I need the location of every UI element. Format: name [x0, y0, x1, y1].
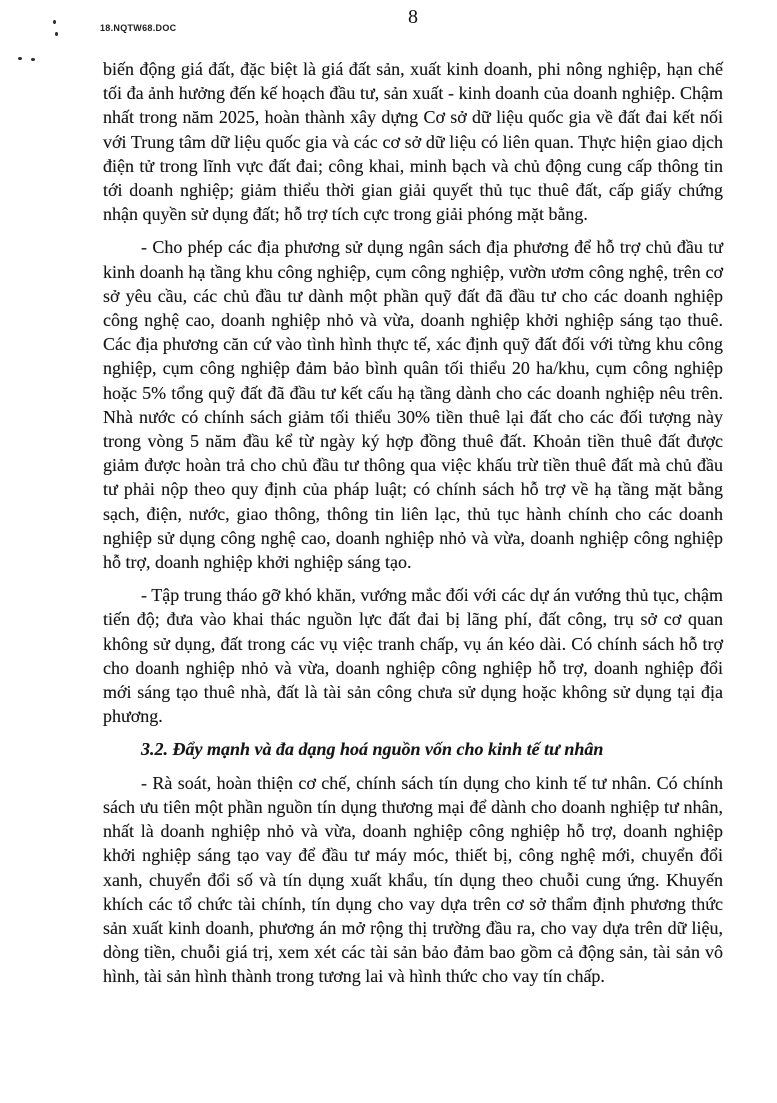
paragraph: - Cho phép các địa phương sử dụng ngân sách địa phương để hỗ trợ chủ đầu tư kinh doanh hạ tầng khu công nghiệp, cụm công nghiệp, vườn ươm công nghệ, trên cơ sở yêu cầu, các chủ đầu tư dành một phần quỹ đất đã đầu tư cho các doanh nghiệp công nghệ cao, doanh nghiệp nhỏ và vừa, doanh nghiệp khởi nghiệp sáng tạo thuê. Các địa phương căn cứ vào tình hình thực tế, xác định quỹ đất đối với từng khu công nghiệp, cụm công nghiệp đảm bảo bình quân tối thiểu 20 ha/khu, cụm công nghiệp hoặc 5% tổng quỹ đất đã đầu tư kết cấu hạ tầng dành cho các doanh nghiệp nêu trên. Nhà nước có chính sách giảm tối thiểu 30% tiền thuê lại đất cho các đối tượng này trong vòng 5 năm đầu kể từ ngày ký hợp đồng thuê đất. Khoản tiền thuê đất được giảm được hoàn trả cho chủ đầu tư thông qua việc khấu trừ tiền thuê đất mà chủ đầu tư phải nộp theo quy định của pháp luật; có chính sách hỗ trợ về hạ tầng mặt bằng sạch, điện, nước, giao thông, thông tin liên lạc, thủ tục hành chính cho các doanh nghiệp sử dụng công nghệ cao, doanh nghiệp nhỏ và vừa, doanh nghiệp công nghiệp hỗ trợ, doanh nghiệp khởi nghiệp sáng tạo. — [103, 237, 723, 573]
document-filename: 18.NQTW68.DOC — [100, 23, 177, 33]
paragraph: - Tập trung tháo gỡ khó khăn, vướng mắc đối với các dự án vướng thủ tục, chậm tiến độ; đưa vào khai thác nguồn lực đất đai bị lãng phí, đất công, trụ sở cơ quan không sử dụng, đất trong các vụ việc tranh chấp, vụ án kéo dài. Có chính sách hỗ trợ cho doanh nghiệp nhỏ và vừa, doanh nghiệp công nghiệp hỗ trợ, doanh nghiệp đổi mới sáng tạo thuê nhà, đất là tài sản công chưa sử dụng hoặc không sử dụng tại địa phương. — [103, 585, 723, 727]
scan-artifact-dot — [18, 57, 22, 60]
section-heading: 3.2. Đẩy mạnh và đa dạng hoá nguồn vốn cho kinh tế tư nhân — [141, 739, 604, 760]
paragraph: biến động giá đất, đặc biệt là giá đất sản, xuất kinh doanh, phi nông nghiệp, hạn chế tối đa ảnh hưởng đến kế hoạch đầu tư, sản xuất - kinh doanh của doanh nghiệp. Chậm nhất trong năm 2025, hoàn thành xây dựng Cơ sở dữ liệu quốc gia về đất đai kết nối với Trung tâm dữ liệu quốc gia và các cơ sở dữ liệu có liên quan. Thực hiện giao dịch điện tử trong lĩnh vực đất đai; công khai, minh bạch và chủ động cung cấp thông tin tới doanh nghiệp; giảm thiểu thời gian giải quyết thủ tục thuê đất, cấp giấy chứng nhận quyền sử dụng đất; hỗ trợ tích cực trong giải phóng mặt bằng. — [103, 59, 723, 225]
paragraph: - Rà soát, hoàn thiện cơ chế, chính sách tín dụng cho kinh tế tư nhân. Có chính sách ưu tiên một phần nguồn tín dụng thương mại để dành cho doanh nghiệp tư nhân, nhất là doanh nghiệp nhỏ và vừa, doanh nghiệp công nghiệp hỗ trợ, doanh nghiệp khởi nghiệp sáng tạo vay để đầu tư máy móc, thiết bị, công nghệ mới, chuyển đổi xanh, chuyển đổi số và tín dụng xuất khẩu, tín dụng theo chuỗi cung ứng. Khuyến khích các tổ chức tài chính, tín dụng cho vay dựa trên cơ sở thẩm định phương thức sản xuất kinh doanh, phương án mở rộng thị trường đầu ra, cho vay dựa trên dữ liệu, dòng tiền, chuỗi giá trị, xem xét các tài sản bảo đảm bao gồm cả động sản, tài sản vô hình, tài sản hình thành trong tương lai và hình thức cho vay tín chấp. — [103, 772, 723, 987]
page-number: 8 — [408, 6, 418, 28]
scan-artifact-dot — [55, 32, 58, 36]
scan-artifact-dot — [53, 20, 56, 24]
document-body — [103, 57, 723, 998]
scan-artifact-dot — [31, 58, 35, 61]
